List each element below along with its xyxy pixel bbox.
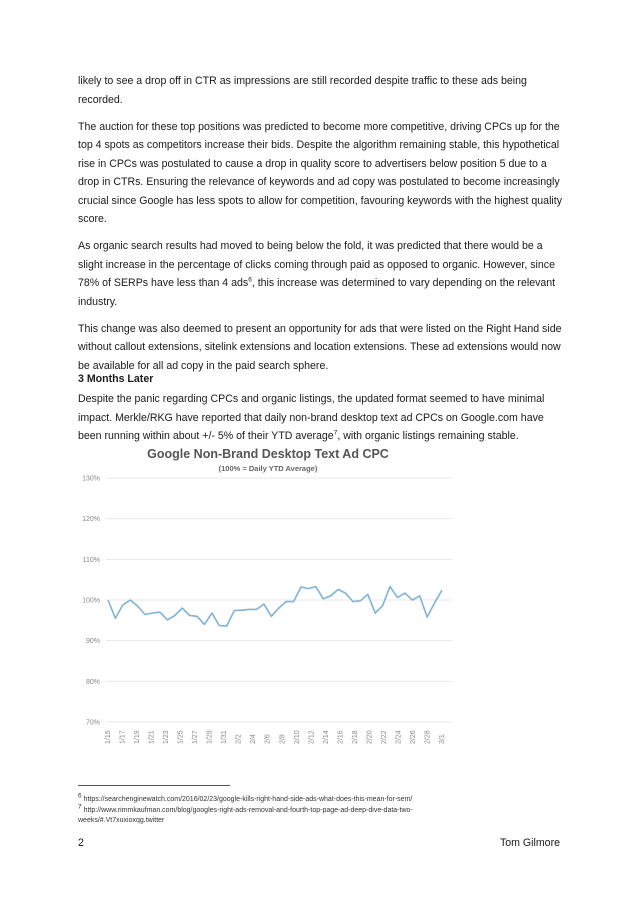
paragraph-1: likely to see a drop off in CTR as impressions are still recorded despite traffic to these ads being recorded. [78, 75, 527, 106]
paragraph-3-text-a: As organic search results had moved to being below the fold, it was predicted that there would be a slight increase in the percentage of clicks coming through paid as opposed to organic. However, since 78% of SERPs have less than 4 ads [78, 240, 555, 289]
paragraph-5-text-a: Despite the panic regarding CPCs and organic listings, the updated format seemed to have minimal impact. Merkle/RKG have reported that daily non-brand desktop text ad CPCs on Google.com have been running within about +/- 5% of their YTD average [78, 393, 545, 442]
footnote-7-link[interactable]: http://www.rimmkaufman.com/blog/googles-right-ads-removal-and-fourth-top-page-ad-deep-dive-data-two-weeks/#.Vt7xuxioxqg.twitter [78, 807, 413, 824]
x-tick-label: 3/1 [439, 734, 446, 744]
x-tick-label: 2/24 [395, 730, 403, 744]
page-number: 2 [78, 837, 84, 849]
chart-plot [72, 446, 464, 746]
x-tick-label: 2/6 [264, 734, 272, 744]
chart-subtitle: (100% = Daily YTD Average) [218, 464, 318, 473]
x-tick-label: 1/21 [148, 730, 156, 744]
x-tick-label: 2/8 [279, 734, 287, 744]
x-tick-label: 2/20 [366, 730, 374, 744]
y-tick-label: 120% [82, 516, 100, 524]
x-tick-label: 2/2 [235, 734, 243, 744]
body-text-section [78, 390, 564, 454]
paragraph-3 [78, 237, 564, 311]
chart-title: Google Non-Brand Desktop Text Ad CPC [147, 447, 389, 461]
x-tick-label: 2/26 [409, 730, 417, 744]
x-tick-label: 2/28 [424, 730, 432, 744]
paragraph-4: This change was also deemed to present an opportunity for ads that were listed on the Right Hand side without callout extensions, sitelink extensions and location extensions. These ad extensions would now be available for all ad copy in the paid search sphere. [78, 322, 562, 372]
footnote-6-number: 6 [78, 792, 82, 800]
series-line-0 [108, 587, 442, 626]
x-tick-label: 2/18 [351, 730, 359, 744]
footnote-7 [78, 803, 498, 826]
x-tick-label: 1/23 [163, 730, 171, 744]
x-tick-label: 1/15 [105, 730, 112, 744]
y-tick-label: 90% [85, 638, 100, 646]
paragraph-5 [78, 390, 564, 446]
x-tick-label: 1/29 [206, 730, 214, 744]
cpc-chart [72, 446, 464, 746]
x-tick-label: 1/19 [134, 730, 142, 744]
footnote-ref-7[interactable]: 7 [333, 429, 338, 437]
x-tick-label: 2/14 [322, 730, 330, 744]
x-tick-label: 1/17 [119, 730, 127, 744]
x-tick-label: 2/4 [250, 734, 258, 744]
y-tick-label: 100% [82, 597, 100, 605]
footnote-divider [78, 785, 230, 786]
section-heading: 3 Months Later [78, 373, 154, 385]
paragraph-3-text-b: , this increase was determined to vary depending on the relevant industry. [78, 277, 556, 308]
x-tick-label: 1/27 [192, 730, 200, 744]
body-text-top [78, 72, 564, 384]
footnote-6-link[interactable]: https://searchenginewatch.com/2016/02/23/google-kills-right-hand-side-ads-what-does-this-mean-for-sem/ [83, 796, 413, 803]
footnote-6 [78, 792, 498, 805]
x-tick-label: 2/10 [293, 730, 301, 744]
x-tick-label: 2/16 [337, 730, 345, 744]
paragraph-2: The auction for these top positions was predicted to become more competitive, driving CPCs up for the top 4 spots as competitors increase their bids. Despite the algorithm remaining stable, this hypothetical rise in CPCs was postulated to cause a drop in quality score to advertisers below position 5 due to a drop in CTRs. Ensuring the relevance of keywords and ad copy was postulated to become increasingly crucial since Google has less spots to allow for competition, favouring keywords with the highest quality score. [78, 120, 563, 225]
footnote-7-number: 7 [78, 803, 82, 811]
x-tick-label: 1/25 [177, 730, 185, 744]
x-tick-label: 2/22 [380, 730, 388, 744]
y-tick-label: 70% [85, 719, 100, 727]
footer-author: Tom Gilmore [499, 837, 560, 849]
y-tick-label: 130% [82, 475, 100, 483]
x-tick-label: 1/31 [221, 730, 229, 744]
paragraph-5-text-b: , with organic listings remaining stable. [337, 430, 519, 442]
y-tick-label: 110% [82, 556, 100, 564]
x-tick-label: 2/12 [308, 730, 316, 744]
footnote-ref-6[interactable]: 6 [248, 276, 252, 284]
y-tick-label: 80% [85, 678, 100, 686]
